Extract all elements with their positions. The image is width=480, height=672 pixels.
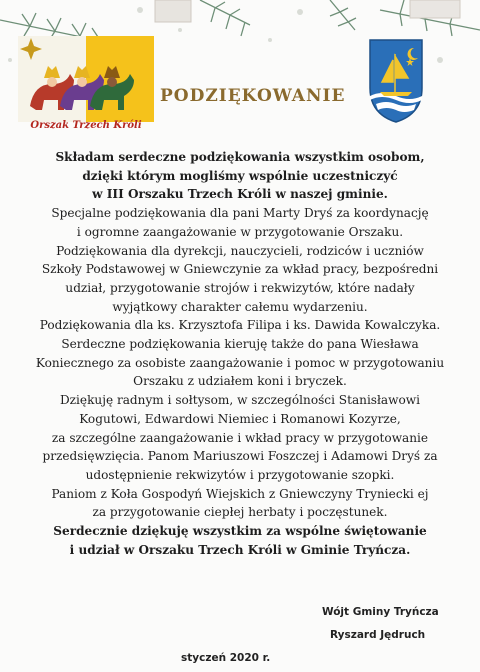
body-line: udostępnienie rekwizytów i przygotowanie szopki.	[85, 467, 395, 482]
body-line: Orszaku z udziałem koni i bryczek.	[133, 374, 347, 389]
logo-caption: Orszak Trzech Króli	[30, 120, 142, 131]
letter-body	[8, 148, 472, 559]
page-title: PODZIĘKOWANIE	[160, 86, 346, 106]
body-line: dzięki którym mogliśmy wspólnie uczestniczyć	[82, 168, 398, 183]
body-line: Kogutowi, Edwardowi Niemiec i Romanowi Kozyrze,	[79, 411, 401, 426]
body-line: przedsięwzięcia. Panom Mariuszowi Foszczej i Adamowi Dryś za	[42, 449, 438, 464]
body-line: udział, przygotowanie strojów i rekwizytów, które nadały	[65, 280, 415, 295]
gmina-tryncza-crest	[368, 38, 424, 124]
body-line: Dziękuję radnym i sołtysom, w szczególności Stanisławowi	[59, 393, 420, 408]
body-line: za przygotowanie ciepłej herbaty i poczęstunek.	[92, 505, 388, 520]
body-line: i udział w Orszaku Trzech Króli w Gminie Tryńcza.	[69, 542, 411, 557]
body-line: Serdecznie dziękuję wszystkim za wspólne świętowanie	[53, 524, 427, 539]
body-line: Składam serdeczne podziękowania wszystkim osobom,	[55, 150, 425, 164]
body-line: w III Orszaku Trzech Króli w naszej gminie.	[92, 187, 388, 202]
body-line: Podziękowania dla ks. Krzysztofa Filipa i ks. Dawida Kowalczyka.	[39, 318, 441, 333]
body-line: za szczególne zaangażowanie i wkład pracy w przygotowanie	[51, 430, 429, 445]
signature-name: Ryszard Jędruch	[330, 629, 426, 641]
body-line: Podziękowania dla dyrekcji, nauczycieli, rodziców i uczniów	[56, 243, 424, 258]
body-line: Paniom z Koła Gospodyń Wiejskich z Gniewczyny Tryniecki ej	[51, 486, 429, 501]
body-line: Serdeczne podziękowania kieruję także do pana Wiesława	[61, 337, 419, 352]
body-line: i ogromne zaangażowanie w przygotowanie Orszaku.	[76, 224, 404, 239]
signature-role: Wójt Gminy Tryńcza	[322, 606, 439, 618]
body-line: Koniecznego za osobiste zaangażowanie i pomoc w przygotowaniu	[35, 355, 445, 370]
body-line: Specjalne podziękowania dla pani Marty Dryś za koordynację	[51, 206, 429, 221]
body-line: Szkoły Podstawowej w Gniewczynie za wkład pracy, bezpośredni	[41, 262, 439, 277]
body-line: wyjątkowy charakter całemu wydarzeniu.	[112, 299, 368, 314]
letter-date: styczeń 2020 r.	[181, 652, 271, 664]
